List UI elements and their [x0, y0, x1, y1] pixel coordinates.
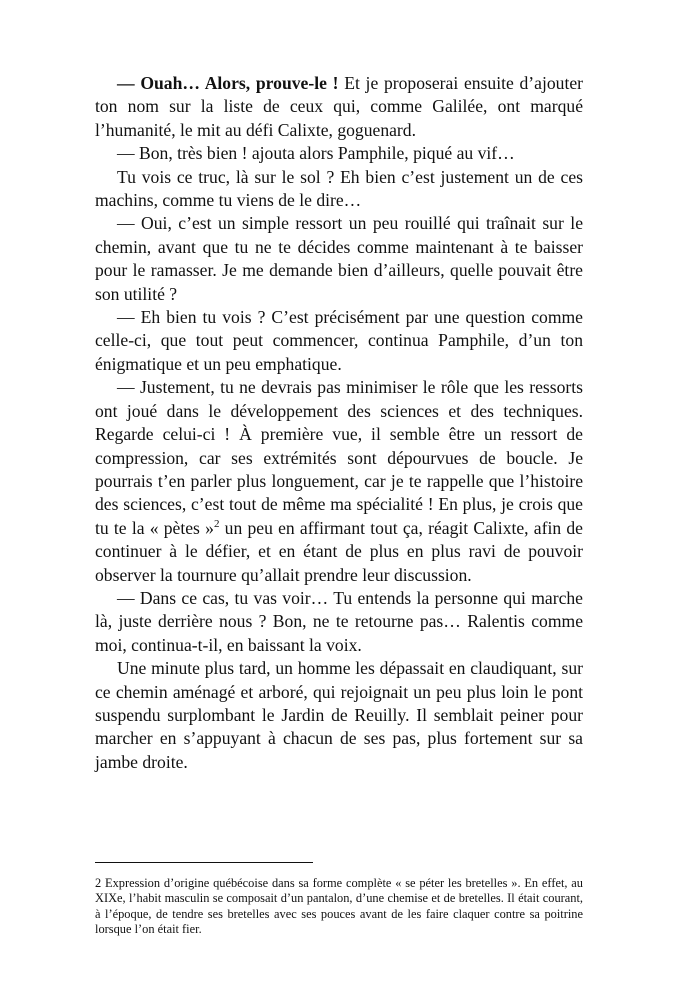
paragraph-6-text-after: un peu en affirmant tout ça, réagit Calixte, afin de continuer à le défier, et en étant de plus en plus ravi de pouvoir observer la tournure qu’allait prendre leur discussion.: [95, 517, 583, 585]
bold-exclamation: — Ouah… Alors, prouve-le !: [117, 73, 339, 93]
footnote: 2 Expression d’origine québécoise dans sa forme complète « se péter les bretelles ». En effet, au XIXe, l’habit masculin se composait d’un pantalon, d’une chemise et de bretelles. Il était courant, à l’époque, de tendre ses bretelles avec ses pouces avant de les faire claquer contre sa poitrine lorsque l’on était fier.: [95, 876, 583, 937]
footnote-divider: [95, 862, 313, 863]
page-body: [95, 72, 583, 774]
paragraph-6-text-before: — Justement, tu ne devrais pas minimiser le rôle que les ressorts ont joué dans le développement des sciences et des techniques. Regarde celui-ci ! À première vue, il semble être un ressort de compression, car ses extrémités sont dépourvues de boucle. Je pourrais t’en parler plus longuement, car je te rappelle que l’histoire des sciences, c’est tout de même ma spécialité ! En plus, je crois que tu te la « pètes »: [95, 377, 583, 538]
paragraph-3: Tu vois ce truc, là sur le sol ? Eh bien c’est justement un de ces machins, comme tu viens de le dire…: [95, 166, 583, 211]
footnote-reference[interactable]: 2: [213, 517, 220, 530]
paragraph-4: — Oui, c’est un simple ressort un peu rouillé qui traînait sur le chemin, avant que tu ne te décides comme maintenant à te baisser pour le ramasser. Je me demande bien d’ailleurs, quelle pouvait être son utilité ?: [95, 213, 583, 304]
paragraph-8: Une minute plus tard, un homme les dépassait en claudiquant, sur ce chemin aménagé et arboré, qui rejoignait un peu plus loin le pont suspendu surplombant le Jardin de Reuilly. Il semblait peiner pour marcher en s’appuyant à chacun de ses pas, plus fortement sur sa jambe droite.: [95, 658, 583, 772]
paragraph-1-text: Et je proposerai ensuite d’ajouter ton nom sur la liste de ceux qui, comme Galilée, ont marqué l’humanité, le mit au défi Calixte, goguenard.: [95, 73, 584, 140]
paragraph-7: — Dans ce cas, tu vas voir… Tu entends la personne qui marche là, juste derrière nous ? Bon, ne te retourne pas… Ralentis comme moi, continua-t-il, en baissant la voix.: [95, 587, 583, 655]
paragraph-5: — Eh bien tu vois ? C’est précisément par une question comme celle-ci, que tout peut commencer, continua Pamphile, d’un ton énigmatique et un peu emphatique.: [95, 307, 583, 374]
paragraph-2: — Bon, très bien ! ajouta alors Pamphile, piqué au vif…: [117, 143, 515, 164]
paragraph-1: [95, 72, 583, 142]
paragraph-6: [95, 376, 583, 587]
